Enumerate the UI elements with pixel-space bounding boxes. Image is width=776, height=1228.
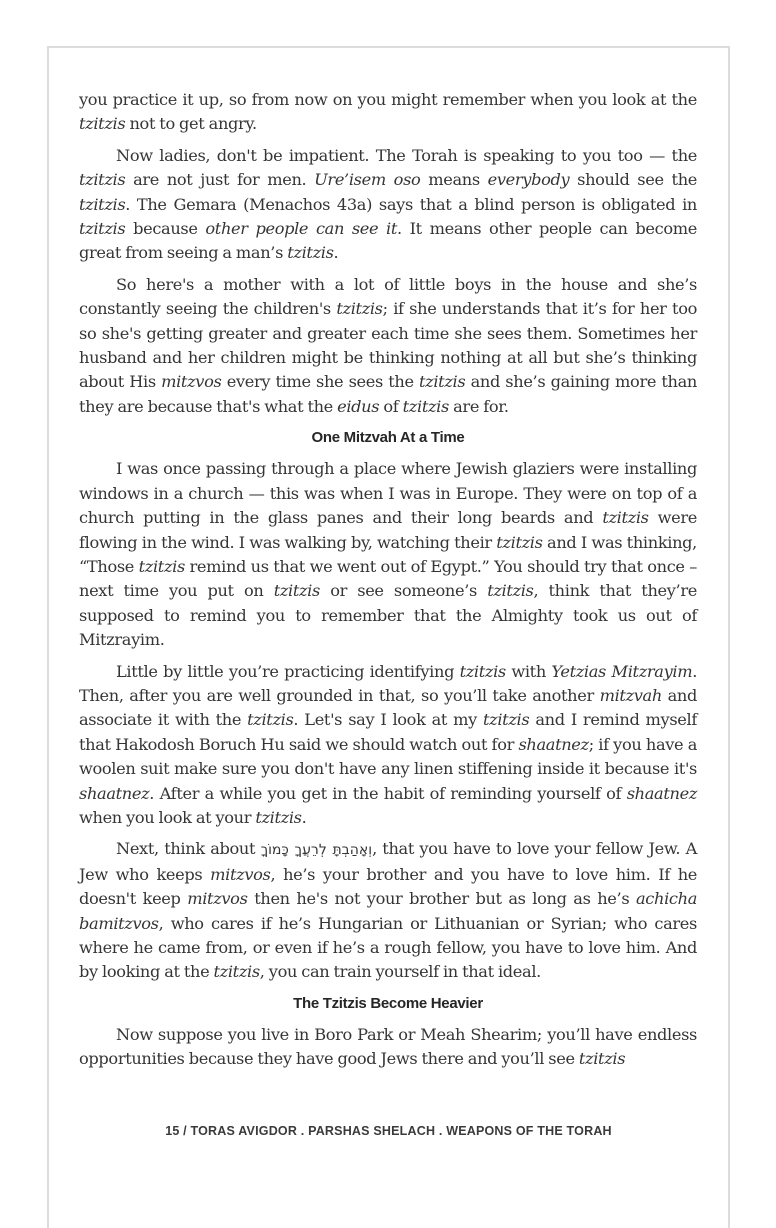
italic-term: tzitzis <box>287 243 334 263</box>
italic-term: Ure’isem oso <box>314 170 421 190</box>
italic-term: tzitzis <box>79 114 126 134</box>
paragraph: you practice it up, so from now on you might remember when you look at the tzitzis not to get angry. <box>79 90 697 134</box>
italic-term: tzitzis <box>487 581 534 601</box>
paragraph: So here's a mother with a lot of little boys in the house and she’s constantly seeing the children's tzitzis; if she understands that it’s for her too so she's getting greater and greater each time she sees them. Sometimes her husband and her children might be thinking nothing at all but she’s thinking about His mitzvos every time she sees the tzitzis and she’s gaining more than they are because that's what the eidus of tzitzis are for. <box>79 274 697 416</box>
section-heading-tzitzis-heavier: The Tzitzis Become Heavier <box>293 994 483 1012</box>
paragraph: Now ladies, don't be impatient. The Torah is speaking to you too — the tzitzis are not just for men. Ure’isem oso means everybody should see the tzitzis. The Gemara (Menachos 43a) says that a blind person is obligated in tzitzis because other people can see it. It means other people can become great from seeing a man’s tzitzis. <box>79 145 698 263</box>
italic-term: mitzvos <box>210 864 271 884</box>
hebrew-phrase: וְאָהַבְתָּ לְרֵעֲךָ כָּמוֹךָ <box>260 842 373 859</box>
italic-term: tzitzis <box>138 556 185 576</box>
page-footer-running-header: 15 / TORAS AVIGDOR . PARSHAS SHELACH . WEAPONS OF THE TORAH <box>165 1124 612 1138</box>
section-3 <box>79 1023 697 1072</box>
italic-term: shaatnez <box>79 783 150 803</box>
italic-term: tzitzis <box>336 299 383 319</box>
paragraph: Next, think about וְאָהַבְתָּ לְרֵעֲךָ כָּמוֹךָ, that you have to love your fellow Jew. A Jew who keeps mitzvos, he’s your brother and you have to love him. If he doesn't keep mitzvos then he's not your brother but as long as he’s achicha bamitzvos, who cares if he’s Hungarian or Lithuanian or Syrian; who cares where he came from, or even if he’s a rough fellow, you have to love him. And by looking at the tzitzis, you can train yourself in that ideal. <box>79 839 697 982</box>
italic-term: tzitzis <box>459 661 506 681</box>
italic-term: tzitzis <box>483 710 530 730</box>
italic-term: mitzvos <box>187 889 248 909</box>
italic-term: tzitzis <box>79 170 126 190</box>
italic-term: eidus <box>337 396 380 416</box>
italic-term: mitzvah <box>599 685 662 705</box>
italic-term: tzitzis <box>578 1049 626 1069</box>
section-1 <box>79 88 697 419</box>
italic-term: tzitzis <box>213 962 260 982</box>
italic-term: tzitzis <box>79 194 126 214</box>
italic-term: shaatnez <box>626 783 697 803</box>
italic-term: tzitzis <box>419 372 466 392</box>
paragraph: I was once passing through a place where Jewish glaziers were installing windows in a church — this was when I was in Europe. They were on top of a church putting in the glass panes and their long beards and tzitzis were flowing in the wind. I was walking by, watching their tzitzis and I was thinking, “Those tzitzis remind us that we went out of Egypt.” You should try that once – next time you put on tzitzis or see someone’s tzitzis, think that they’re supposed to remind you to remember that the Almighty took us out of Mitzrayim. <box>79 459 697 650</box>
italic-term: tzitzis <box>402 396 449 416</box>
section-2 <box>79 457 697 985</box>
italic-term: tzitzis <box>496 532 543 552</box>
italic-term: other people can see it <box>205 219 398 239</box>
section-heading-one-mitzvah: One Mitzvah At a Time <box>311 429 465 447</box>
italic-term: tzitzis <box>255 807 302 827</box>
italic-term: everybody <box>487 170 570 190</box>
paragraph: Now suppose you live in Boro Park or Meah Shearim; you’ll have endless opportunities because they have good Jews there and you’ll see tzitzis <box>79 1024 697 1069</box>
italic-term: Yetzias Mitzrayim <box>551 661 693 681</box>
italic-term: tzitzis <box>247 710 294 730</box>
italic-term: tzitzis <box>273 581 320 601</box>
italic-term: tzitzis <box>602 508 649 528</box>
paragraph: Little by little you’re practicing identifying tzitzis with Yetzias Mitzrayim. Then, after you are well grounded in that, so you’ll take another mitzvah and associate it with the tzitzis. Let's say I look at my tzitzis and I remind myself that Hakodosh Boruch Hu said we should watch out for shaatnez; if you have a woolen suit make sure you don't have any linen stiffening inside it because it's shaatnez. After a while you get in the habit of reminding yourself of shaatnez when you look at your tzitzis. <box>79 661 698 827</box>
italic-term: achicha bamitzvos <box>79 889 697 933</box>
italic-term: mitzvos <box>161 372 222 392</box>
italic-term: shaatnez <box>518 734 589 754</box>
italic-term: tzitzis <box>79 219 126 239</box>
page-body <box>79 88 697 1079</box>
